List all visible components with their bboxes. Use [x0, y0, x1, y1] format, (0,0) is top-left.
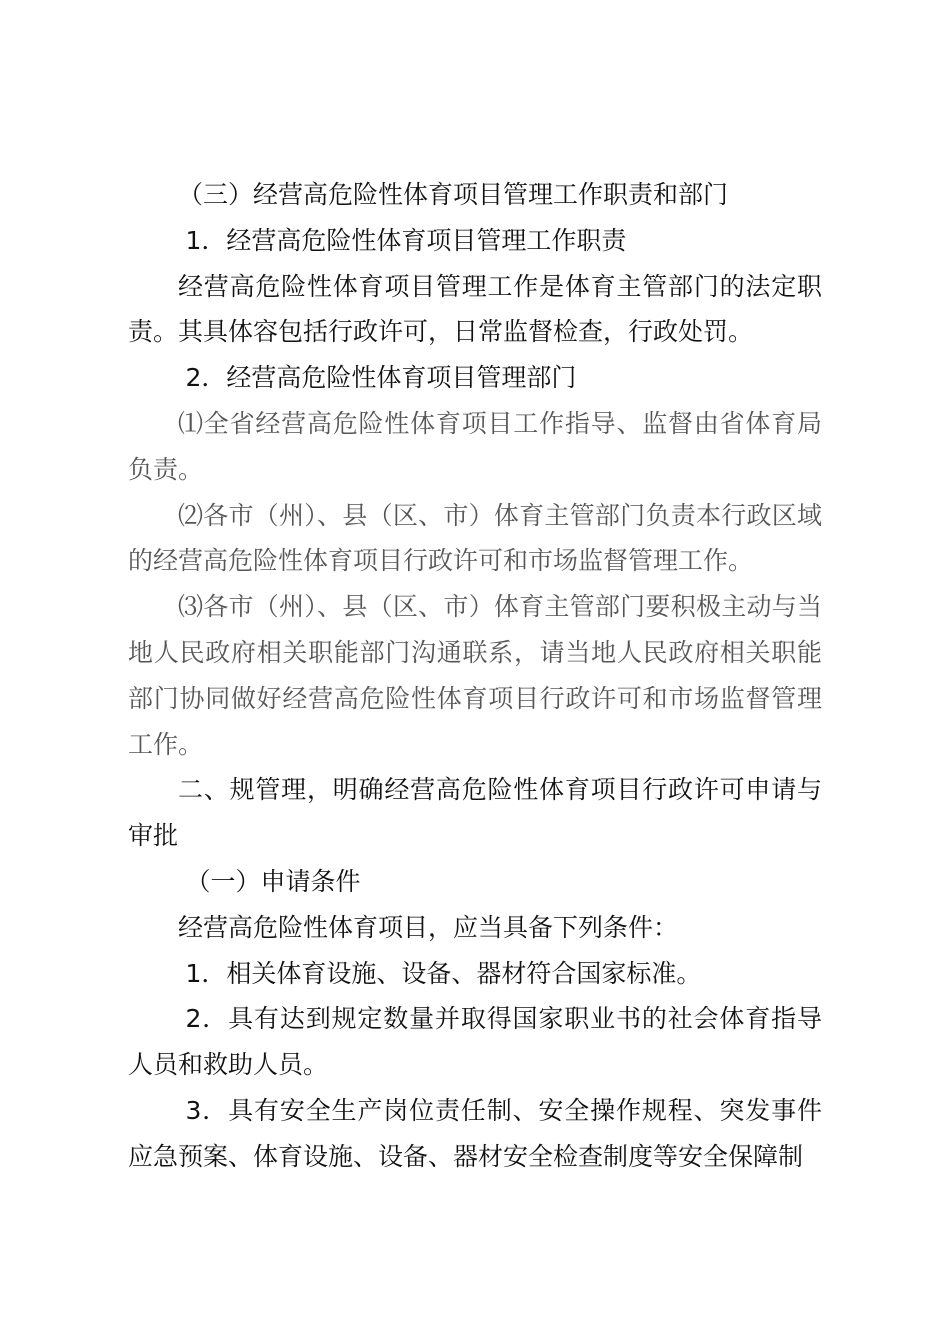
paragraph-statutory-duties: 经营高危险性体育项目管理工作是体育主管部门的法定职责。其具体容包括行政许可，日常监督检查，行政处罚。 [128, 271, 822, 347]
list-item-city-county-departments: ⑵各市（州）、县（区、市）体育主管部门负责本行政区域的经营高危险性体育项目行政许可和市场监督管理工作。 [128, 500, 822, 576]
list-item-provincial-bureau: ⑴全省经营高危险性体育项目工作指导、监督由省体育局负责。 [128, 408, 822, 484]
subheading-application-conditions: （一）申请条件 [185, 866, 361, 896]
list-item-condition-3: 3．具有安全生产岗位责任制、安全操作规程、突发事件应急预案、体育设施、设备、器材安全检查制度等安全保障制 [128, 1095, 822, 1171]
list-item-government-coordination: ⑶各市（州）、县（区、市）体育主管部门要积极主动与当地人民政府相关职能部门沟通联系，请当地人民政府相关职能部门协同做好经营高危险性体育项目行政许可和市场监督管理工作。 [128, 592, 822, 759]
subheading-management-departments: 2．经营高危险性体育项目管理部门 [185, 363, 577, 393]
section-heading-duties-and-departments: （三）经营高危险性体育项目管理工作职责和部门 [178, 180, 729, 209]
list-item-condition-1: 1．相关体育设施、设备、器材符合国家标准。 [185, 958, 702, 988]
list-item-condition-2: 2．具有达到规定数量并取得国家职业书的社会体育指导人员和救助人员。 [128, 1004, 822, 1080]
document-body [128, 172, 822, 1180]
paragraph-conditions-intro: 经营高危险性体育项目，应当具备下列条件： [178, 912, 679, 942]
subheading-management-duties: 1．经营高危险性体育项目管理工作职责 [185, 225, 627, 255]
section-heading-application-and-approval: 二、规管理，明确经营高危险性体育项目行政许可申请与审批 [128, 775, 822, 851]
